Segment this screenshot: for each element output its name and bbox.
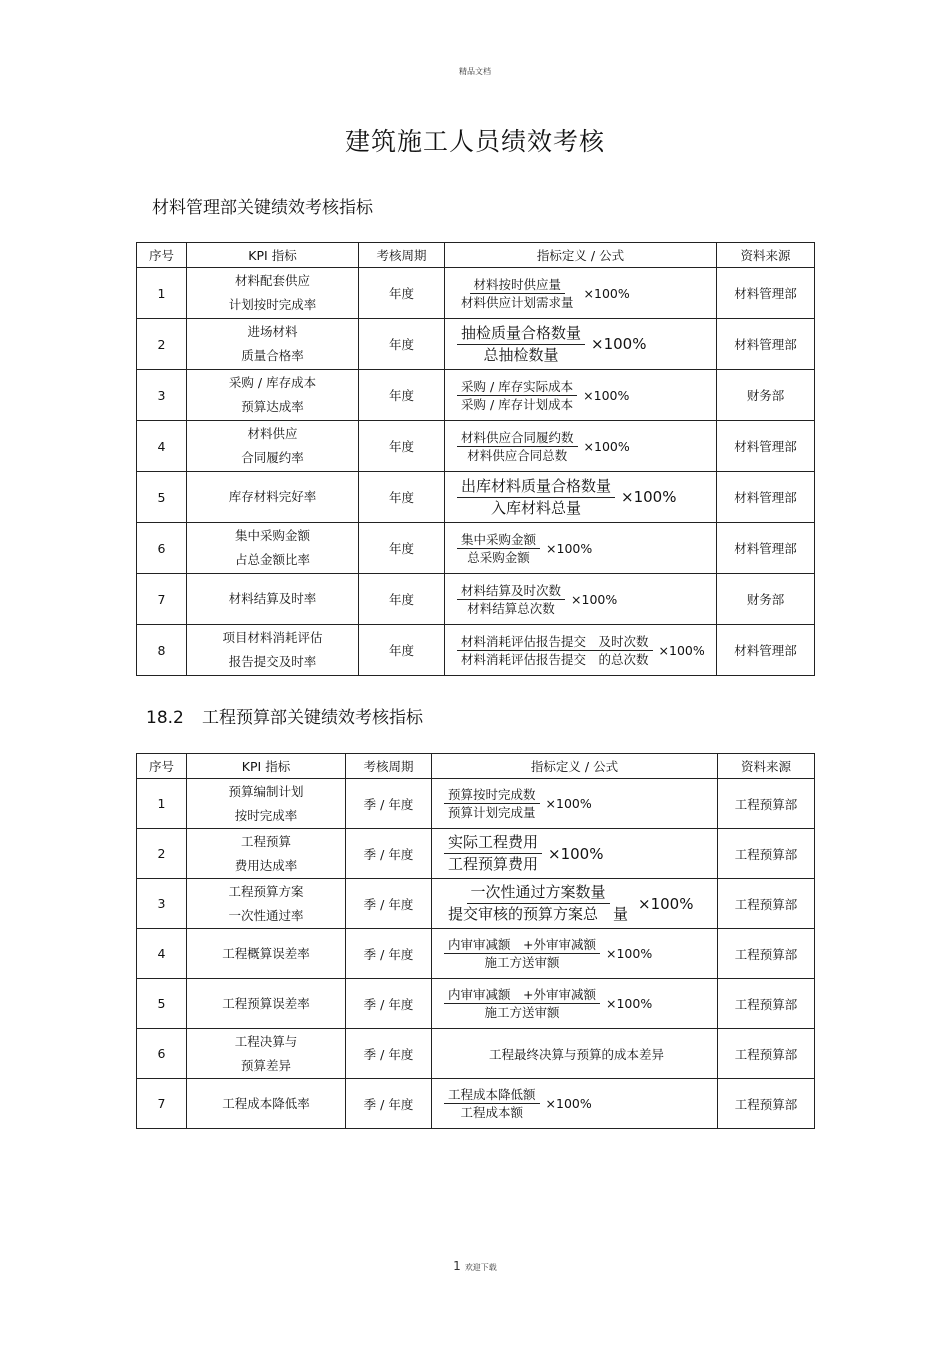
formula-fraction	[457, 582, 565, 617]
formula-numerator: 抽检质量合格数量	[457, 323, 585, 345]
formula-numerator: 材料消耗评估报告提交 及时次数	[457, 633, 653, 651]
formula-denominator: 总抽检数量	[483, 345, 559, 364]
kpi-period: 年度	[359, 472, 445, 523]
table-row	[137, 421, 815, 472]
formula	[436, 986, 713, 1021]
table-header-row	[137, 243, 815, 268]
kpi-name-line2: 合同履约率	[241, 450, 304, 465]
formula-numerator: 材料按时供应量	[470, 276, 566, 294]
kpi-formula	[432, 779, 718, 829]
kpi-period: 年度	[359, 421, 445, 472]
section1-title: 材料管理部关键绩效考核指标	[152, 198, 373, 218]
kpi-formula	[432, 1079, 718, 1129]
kpi-number: 3	[137, 370, 187, 421]
kpi-name	[187, 1029, 346, 1079]
formula-fraction	[457, 476, 615, 519]
kpi-name	[187, 268, 359, 319]
kpi-number: 7	[137, 574, 187, 625]
kpi-number: 1	[137, 268, 187, 319]
kpi-formula	[445, 574, 717, 625]
kpi-definition: 工程最终决算与预算的成本差异	[432, 1029, 718, 1079]
kpi-formula	[432, 929, 718, 979]
table-row	[137, 879, 815, 929]
kpi-name-line1: 集中采购金额	[234, 528, 310, 543]
formula	[449, 582, 712, 617]
header-period: 考核周期	[359, 243, 445, 268]
kpi-formula	[445, 421, 717, 472]
kpi-period: 年度	[359, 574, 445, 625]
formula	[449, 323, 712, 366]
formula-multiplier: ×100%	[571, 591, 618, 607]
table-row	[137, 979, 815, 1029]
header-definition: 指标定义 / 公式	[432, 754, 718, 779]
formula	[436, 936, 713, 971]
kpi-period: 年度	[359, 625, 445, 676]
formula-multiplier: ×100%	[591, 335, 647, 353]
formula-multiplier: ×100%	[621, 488, 677, 506]
kpi-source: 材料管理部	[717, 421, 815, 472]
table-row	[137, 268, 815, 319]
kpi-number: 7	[137, 1079, 187, 1129]
formula	[436, 786, 713, 821]
kpi-source: 材料管理部	[717, 268, 815, 319]
kpi-source: 材料管理部	[717, 472, 815, 523]
table-row	[137, 1029, 815, 1079]
kpi-name-line1: 工程决算与	[234, 1033, 298, 1049]
formula-multiplier: ×100%	[605, 946, 653, 961]
document-title: 建筑施工人员绩效考核	[344, 127, 605, 156]
formula-fraction	[457, 633, 653, 668]
kpi-name	[187, 421, 359, 472]
formula	[436, 1086, 713, 1121]
kpi-name-line2: 按时完成率	[234, 807, 298, 823]
kpi-formula	[445, 523, 717, 574]
table-header-row	[137, 754, 815, 779]
formula-numerator: 内审审减额 +外审审减额	[444, 986, 600, 1004]
kpi-name	[187, 879, 346, 929]
formula-numerator: 采购 / 库存实际成本	[457, 378, 577, 396]
formula-fraction	[457, 531, 540, 566]
kpi-formula	[445, 625, 717, 676]
header-no: 序号	[137, 754, 187, 779]
budget-kpi-table	[136, 753, 815, 1129]
formula-multiplier: ×100%	[545, 1096, 592, 1111]
kpi-name	[187, 779, 346, 829]
formula-numerator: 实际工程费用	[444, 832, 542, 854]
formula-denominator: 材料消耗评估报告提交 的总次数	[461, 651, 649, 667]
kpi-name	[187, 929, 346, 979]
formula	[449, 531, 712, 566]
kpi-source: 工程预算部	[718, 879, 815, 929]
formula-numerator: 预算按时完成数	[444, 786, 540, 804]
formula-fraction	[444, 1086, 540, 1121]
formula-denominator: 材料供应合同总数	[467, 447, 568, 463]
kpi-name-line2: 占总金额比率	[234, 552, 310, 567]
kpi-number: 5	[137, 979, 187, 1029]
kpi-source: 财务部	[717, 574, 815, 625]
kpi-period: 季 / 年度	[346, 829, 432, 879]
header-note: 精品文档	[459, 67, 491, 76]
formula-denominator: 总采购金额	[467, 549, 530, 565]
kpi-name-line1: 进场材料	[247, 324, 298, 339]
formula-multiplier: ×100%	[605, 996, 653, 1011]
kpi-name-line2: 费用达成率	[234, 857, 298, 873]
kpi-formula	[432, 979, 718, 1029]
formula-multiplier: ×100%	[583, 387, 630, 403]
kpi-number: 2	[137, 319, 187, 370]
kpi-name-line1: 材料结算及时率	[228, 591, 317, 606]
formula	[449, 429, 712, 464]
kpi-source: 工程预算部	[718, 979, 815, 1029]
kpi-period: 年度	[359, 268, 445, 319]
formula-fraction	[457, 378, 577, 413]
formula-denominator: 采购 / 库存计划成本	[461, 396, 574, 412]
kpi-formula	[445, 319, 717, 370]
kpi-name-line2: 一次性通过率	[228, 907, 304, 923]
kpi-name-line1: 预算编制计划	[228, 783, 304, 799]
formula-denominator: 工程预算费用	[448, 855, 539, 873]
section2-label: 工程预算部关键绩效考核指标	[202, 708, 423, 728]
page-footer	[0, 1259, 950, 1273]
formula-multiplier: ×100%	[545, 796, 592, 811]
formula-denominator: 预算计划完成量	[448, 805, 536, 820]
formula-fraction	[457, 323, 585, 366]
kpi-name-line2: 报告提交及时率	[228, 654, 317, 669]
formula-multiplier: ×100%	[583, 285, 630, 301]
kpi-formula	[432, 829, 718, 879]
kpi-name-line1: 工程预算	[240, 833, 291, 849]
kpi-formula	[432, 879, 718, 929]
kpi-name	[187, 1079, 346, 1129]
formula-multiplier: ×100%	[583, 438, 630, 454]
kpi-number: 5	[137, 472, 187, 523]
formula-multiplier: ×100%	[546, 540, 593, 556]
table-row	[137, 319, 815, 370]
formula-fraction	[444, 986, 600, 1021]
kpi-number: 6	[137, 1029, 187, 1079]
formula	[449, 276, 712, 311]
formula-fraction	[444, 882, 632, 925]
kpi-name	[187, 319, 359, 370]
kpi-name	[187, 523, 359, 574]
kpi-source: 工程预算部	[718, 1029, 815, 1079]
formula	[436, 882, 713, 925]
formula-fraction	[444, 936, 600, 971]
kpi-name-line1: 采购 / 库存成本	[228, 375, 317, 390]
kpi-source: 工程预算部	[718, 1079, 815, 1129]
section2-number: 18.2	[146, 708, 184, 728]
kpi-name-line1: 工程预算方案	[228, 883, 304, 899]
table-row	[137, 625, 815, 676]
kpi-number: 8	[137, 625, 187, 676]
formula-numerator: 集中采购金额	[457, 531, 540, 549]
section2-title	[146, 703, 423, 728]
table-row	[137, 574, 815, 625]
formula-multiplier: ×100%	[658, 642, 705, 658]
page-number: 1	[453, 1259, 461, 1273]
kpi-name-line1: 材料配套供应	[234, 273, 310, 288]
kpi-number: 4	[137, 929, 187, 979]
kpi-name-line1: 工程概算误差率	[222, 945, 310, 961]
kpi-period: 年度	[359, 523, 445, 574]
kpi-number: 3	[137, 879, 187, 929]
formula-denominator: 材料结算总次数	[467, 600, 555, 616]
formula-numerator: 一次性通过方案数量	[467, 882, 610, 904]
kpi-formula	[445, 268, 717, 319]
header-no: 序号	[137, 243, 187, 268]
kpi-name-line2: 预算差异	[240, 1057, 291, 1073]
kpi-name	[187, 472, 359, 523]
kpi-period: 季 / 年度	[346, 779, 432, 829]
header-source: 资料来源	[718, 754, 815, 779]
kpi-name	[187, 829, 346, 879]
kpi-number: 2	[137, 829, 187, 879]
formula-numerator: 材料结算及时次数	[457, 582, 565, 600]
kpi-period: 年度	[359, 319, 445, 370]
formula-numerator: 材料供应合同履约数	[457, 429, 578, 447]
header-kpi: KPI 指标	[187, 754, 346, 779]
formula-denominator: 工程成本额	[460, 1105, 524, 1120]
materials-kpi-table	[136, 242, 815, 676]
kpi-source: 材料管理部	[717, 625, 815, 676]
table-row	[137, 523, 815, 574]
kpi-source: 材料管理部	[717, 523, 815, 574]
header-period: 考核周期	[346, 754, 432, 779]
formula-numerator: 内审审减额 +外审审减额	[444, 936, 600, 954]
table-row	[137, 472, 815, 523]
formula	[449, 633, 712, 668]
kpi-name-line1: 工程成本降低率	[222, 1095, 310, 1111]
kpi-source: 工程预算部	[718, 779, 815, 829]
kpi-name	[187, 625, 359, 676]
formula-fraction	[457, 276, 578, 311]
table-row	[137, 779, 815, 829]
kpi-source: 财务部	[717, 370, 815, 421]
formula-denominator: 提交审核的预算方案总 量	[448, 905, 629, 923]
kpi-period: 季 / 年度	[346, 1079, 432, 1129]
kpi-source: 材料管理部	[717, 319, 815, 370]
header-source: 资料来源	[717, 243, 815, 268]
table-row	[137, 929, 815, 979]
kpi-name-line1: 工程预算误差率	[222, 995, 310, 1011]
kpi-period: 季 / 年度	[346, 979, 432, 1029]
formula-denominator: 施工方送审额	[484, 1005, 560, 1020]
table-row	[137, 1079, 815, 1129]
formula-denominator: 入库材料总量	[491, 498, 582, 517]
table-row	[137, 829, 815, 879]
formula-denominator: 施工方送审额	[484, 955, 560, 970]
kpi-number: 6	[137, 523, 187, 574]
header-kpi: KPI 指标	[187, 243, 359, 268]
formula-fraction	[444, 832, 542, 875]
kpi-name-line1: 库存材料完好率	[228, 489, 317, 504]
formula-denominator: 材料供应计划需求量	[461, 294, 574, 310]
kpi-source: 工程预算部	[718, 829, 815, 879]
formula	[449, 378, 712, 413]
kpi-name-line2: 计划按时完成率	[228, 297, 317, 312]
table-row	[137, 370, 815, 421]
kpi-period: 季 / 年度	[346, 1029, 432, 1079]
kpi-name-line2: 预算达成率	[241, 399, 304, 414]
kpi-name-line1: 项目材料消耗评估	[222, 630, 323, 645]
formula	[449, 476, 712, 519]
kpi-period: 季 / 年度	[346, 929, 432, 979]
footer-text: 欢迎下载	[464, 1263, 497, 1272]
kpi-number: 4	[137, 421, 187, 472]
header-definition: 指标定义 / 公式	[445, 243, 717, 268]
formula-multiplier: ×100%	[638, 894, 694, 913]
kpi-formula	[445, 370, 717, 421]
kpi-name-line2: 质量合格率	[241, 348, 304, 363]
kpi-period: 季 / 年度	[346, 879, 432, 929]
kpi-name	[187, 979, 346, 1029]
kpi-formula	[445, 472, 717, 523]
formula	[436, 832, 713, 875]
kpi-number: 1	[137, 779, 187, 829]
kpi-source: 工程预算部	[718, 929, 815, 979]
kpi-name-line1: 材料供应	[247, 426, 298, 441]
formula-fraction	[444, 786, 540, 821]
formula-numerator: 工程成本降低额	[444, 1086, 540, 1104]
formula-fraction	[457, 429, 578, 464]
kpi-name	[187, 370, 359, 421]
formula-multiplier: ×100%	[548, 844, 604, 863]
kpi-name	[187, 574, 359, 625]
kpi-period: 年度	[359, 370, 445, 421]
formula-numerator: 出库材料质量合格数量	[457, 476, 615, 498]
